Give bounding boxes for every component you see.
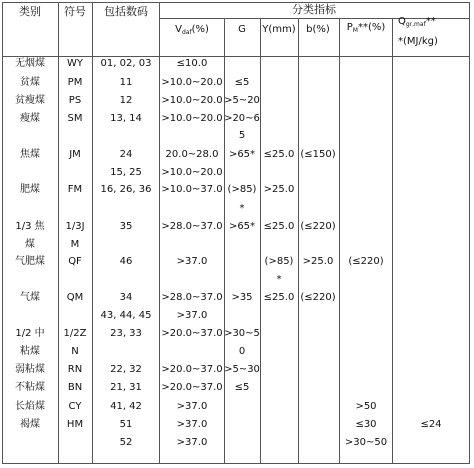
table-cell-sym: CY <box>68 401 82 412</box>
table-cell-sym: PS <box>68 95 82 106</box>
header-code: 包括数码 <box>104 5 148 18</box>
table-cell-g: * <box>239 203 245 214</box>
table-cell-b: >25.0 <box>302 256 334 267</box>
table-cell-v: >10.0~37.0 <box>161 184 223 195</box>
table-cell-y: (>85) <box>264 256 294 267</box>
header-b: b(%) <box>306 24 330 35</box>
table-cell-sym: 1/3J <box>65 221 85 232</box>
table-cell-g: ≤5 <box>234 77 250 88</box>
table-cell-sym: RN <box>67 364 83 375</box>
table-cell-sym: QM <box>66 292 84 303</box>
table-cell-cat: 气肥煤 <box>15 256 45 267</box>
table-cell-v: >37.0 <box>176 256 208 267</box>
header-bottom-line <box>2 56 470 57</box>
table-cell-pm: (≤220) <box>348 256 384 267</box>
table-cell-sym: N <box>71 346 79 357</box>
table-cell-code: 11 <box>119 77 133 88</box>
table-cell-code: 12 <box>119 95 133 106</box>
header-category: 类别 <box>19 5 41 18</box>
col-line-5 <box>260 18 261 464</box>
table-cell-pm: >50 <box>355 401 377 412</box>
table-cell-cat: 气煤 <box>20 292 40 303</box>
table-cell-g: 0 <box>238 346 246 357</box>
table-cell-v: >10.0~20.0 <box>161 113 223 124</box>
col-line-2 <box>92 2 93 464</box>
table-cell-cat: 粘煤 <box>20 346 40 357</box>
table-cell-cat: 瘦煤 <box>20 113 40 124</box>
table-cell-sym: PM <box>67 77 83 88</box>
table-cell-g: >65* <box>228 221 256 232</box>
header-vdaf <box>175 24 209 37</box>
table-cell-cat: 肥煤 <box>20 184 40 195</box>
header-pm <box>347 22 386 35</box>
table-cell-pm: ≤30 <box>355 419 377 430</box>
table-cell-y: ≤25.0 <box>263 149 295 160</box>
table-cell-code: 46 <box>119 256 133 267</box>
header-qgr-sub: gr,maf <box>405 21 426 28</box>
col-line-7 <box>339 18 340 464</box>
table-cell-code: 16, 26, 36 <box>100 184 152 195</box>
table-cell-y: ≤25.0 <box>263 292 295 303</box>
header-qgr-unit: *(MJ/kg) <box>398 36 438 47</box>
header-pm-sub: M <box>352 27 358 34</box>
table-cell-cat: 弱粘煤 <box>15 364 45 375</box>
table-cell-sym: JM <box>69 149 81 160</box>
table-cell-code: 23, 33 <box>110 328 142 339</box>
table-cell-cat: 贫瘦煤 <box>15 95 45 106</box>
table-cell-g: >30~5 <box>224 328 260 339</box>
table-cell-code: 22, 32 <box>110 364 142 375</box>
table-cell-v: >20.0~37.0 <box>161 382 223 393</box>
col-line-4 <box>224 18 225 464</box>
table-cell-v: >37.0 <box>176 310 208 321</box>
col-line-1 <box>58 2 59 464</box>
table-cell-v: >37.0 <box>176 437 208 448</box>
table-cell-sym: FM <box>67 184 83 195</box>
table-cell-g: (>85) <box>227 184 257 195</box>
header-pm-symbol: P <box>346 22 353 33</box>
col-line-3 <box>159 2 160 464</box>
table-cell-v: >28.0~37.0 <box>161 292 223 303</box>
table-cell-sym: BN <box>67 382 83 393</box>
table-cell-sym: M <box>70 239 80 250</box>
table-cell-pm: >30~50 <box>344 437 388 448</box>
table-cell-code: 21, 31 <box>110 382 142 393</box>
table-cell-cat: 无烟煤 <box>15 58 45 69</box>
table-cell-v: >10.0~20.0 <box>161 95 223 106</box>
table-cell-v: >37.0 <box>176 401 208 412</box>
header-vdaf-unit: (%) <box>191 24 209 35</box>
table-cell-code: 43, 44, 45 <box>100 310 152 321</box>
header-symbol: 符号 <box>64 5 86 18</box>
table-cell-code: 24 <box>119 149 133 160</box>
table-cell-y: * <box>276 274 282 285</box>
header-y: Y(mm) <box>262 24 296 35</box>
table-cell-g: >35 <box>231 292 253 303</box>
header-indicators: 分类指标 <box>292 3 336 16</box>
table-cell-v: >20.0~37.0 <box>161 328 223 339</box>
table-cell-v: >37.0 <box>176 419 208 430</box>
classification-table <box>2 2 470 464</box>
table-cell-sym: 1/2Z <box>63 328 87 339</box>
table-cell-cat: 煤 <box>25 239 35 250</box>
table-cell-v: >20.0~37.0 <box>161 364 223 375</box>
table-cell-y: ≤25.0 <box>263 221 295 232</box>
table-cell-g: >65* <box>228 149 256 160</box>
header-vdaf-symbol: V <box>175 24 182 35</box>
table-cell-q: ≤24 <box>420 419 442 430</box>
table-cell-b: (≤150) <box>300 149 336 160</box>
table-cell-b: (≤220) <box>300 292 336 303</box>
table-cell-cat: 贫煤 <box>20 77 40 88</box>
header-pm-unit: **(%) <box>357 22 386 33</box>
table-cell-g: 5 <box>238 130 246 141</box>
table-cell-code: 51 <box>119 419 133 430</box>
col-line-8 <box>392 18 393 464</box>
header-qgr <box>398 16 436 29</box>
table-cell-v: 20.0~28.0 <box>165 149 219 160</box>
col-line-6 <box>298 18 299 464</box>
table-cell-cat: 褐煤 <box>20 419 40 430</box>
table-cell-v: >10.0~20.0 <box>161 77 223 88</box>
table-cell-code: 15, 25 <box>110 167 142 178</box>
table-cell-g: >5~30 <box>224 364 260 375</box>
table-cell-sym: HM <box>66 419 84 430</box>
table-cell-code: 34 <box>119 292 133 303</box>
table-cell-g: >20~6 <box>224 113 260 124</box>
table-cell-y: >25.0 <box>263 184 295 195</box>
header-qgr-tail: ** <box>425 16 436 27</box>
table-cell-code: 01, 02, 03 <box>100 58 152 69</box>
table-cell-v: >10.0~20.0 <box>161 167 223 178</box>
table-cell-sym: QF <box>68 256 82 267</box>
table-cell-b: (≤220) <box>300 221 336 232</box>
table-cell-sym: SM <box>67 113 83 124</box>
header-g: G <box>238 24 246 35</box>
table-cell-g: ≤5 <box>234 382 250 393</box>
table-cell-sym: WY <box>67 58 83 69</box>
table-cell-cat: 1/3 焦 <box>15 221 45 232</box>
table-cell-v: >28.0~37.0 <box>161 221 223 232</box>
table-cell-cat: 不粘煤 <box>15 382 45 393</box>
table-cell-cat: 长焰煤 <box>15 401 45 412</box>
table-cell-v: ≤10.0 <box>176 58 208 69</box>
table-cell-code: 52 <box>119 437 133 448</box>
table-cell-code: 41, 42 <box>110 401 142 412</box>
table-cell-cat: 焦煤 <box>20 149 40 160</box>
table-cell-g: >5~20 <box>224 95 260 106</box>
table-cell-code: 35 <box>119 221 133 232</box>
table-cell-cat: 1/2 中 <box>15 328 45 339</box>
header-vdaf-sub: daf <box>181 29 192 36</box>
header-qgr-symbol: Q <box>398 16 406 27</box>
table-cell-code: 13, 14 <box>110 113 142 124</box>
